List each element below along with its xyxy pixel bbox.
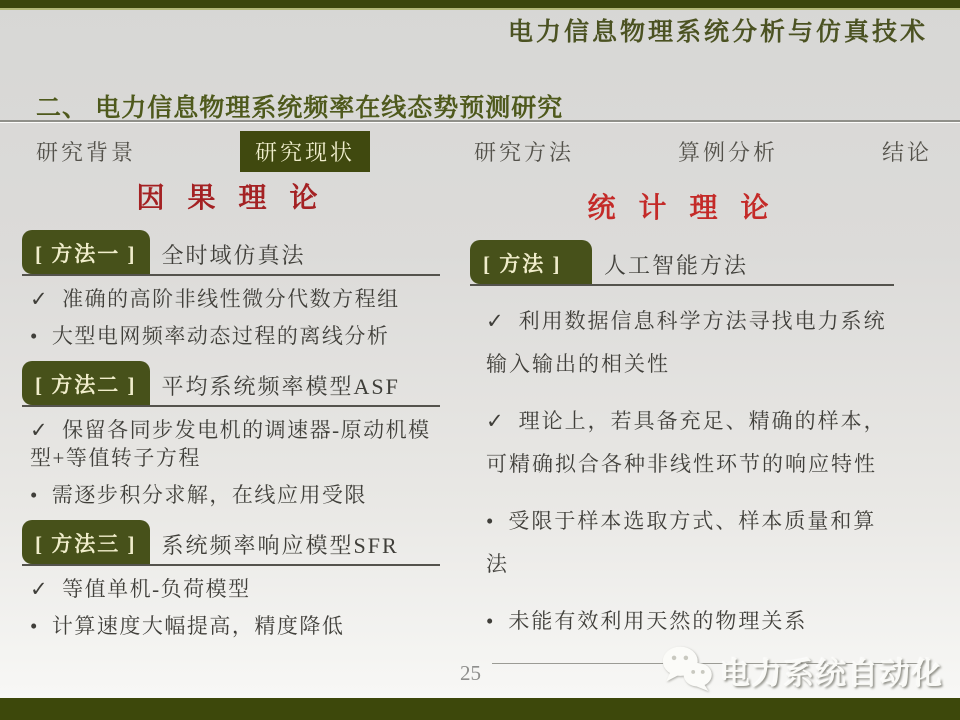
bullet-icon: • [30, 614, 39, 639]
bullet-item: • 大型电网频率动态过程的离线分析 [30, 324, 390, 349]
bullet-icon: • [30, 324, 39, 349]
right-column [470, 186, 894, 657]
left-column-title: 因 果 理 论 [136, 183, 326, 214]
bullet-icon: • [486, 609, 496, 634]
tab-2[interactable]: 研究现状 [240, 131, 370, 172]
check-icon: ✓ [486, 309, 506, 333]
bullet-icon: • [30, 483, 39, 508]
method-name: 平均系统频率模型ASF [161, 373, 400, 399]
check-item: ✓ 等值单机-负荷模型 [30, 576, 251, 601]
method-row [22, 520, 440, 566]
top-bar [0, 0, 960, 8]
bullet-item: • 未能有效利用天然的物理关系 [486, 609, 808, 634]
check-icon: ✓ [30, 576, 50, 601]
check-icon: ✓ [30, 417, 50, 442]
logo [660, 644, 944, 697]
method-row [470, 240, 894, 286]
bottom-bar [0, 698, 960, 720]
wechat-logo-icon [660, 644, 714, 697]
method-name: 系统频率响应模型SFR [161, 532, 399, 558]
tabs-bar [36, 131, 932, 171]
method-row [22, 230, 440, 276]
method-badge: [ 方法三 ] [22, 520, 150, 564]
bullet-icon: • [486, 509, 496, 534]
method-badge: [ 方法一 ] [22, 230, 150, 274]
method-row [22, 361, 440, 407]
check-item: ✓ 理论上，若具备充足、精确的样本，可精确拟合各种非线性环节的响应特性 [486, 409, 887, 477]
method-badge: [ 方法 ] [470, 240, 592, 284]
method-name: 人工智能方法 [604, 253, 749, 278]
left-column [22, 176, 440, 649]
tab-4[interactable]: 算例分析 [677, 139, 778, 165]
left-column-blocks [22, 230, 440, 640]
logo-text: 电力系统自动化 [720, 657, 944, 691]
slide-title: 二、 电力信息物理系统频率在线态势预测研究 [36, 95, 564, 122]
tab-5[interactable]: 结论 [881, 139, 932, 165]
bullet-item: • 需逐步积分求解，在线应用受限 [30, 483, 367, 508]
check-item: ✓ 保留各同步发电机的调速器-原动机模型+等值转子方程 [30, 417, 431, 471]
top-bar-accent [0, 8, 960, 10]
check-icon: ✓ [30, 287, 50, 311]
method-badge: [ 方法二 ] [22, 361, 150, 405]
bullet-item: • 受限于样本选取方式、样本质量和算法 [486, 509, 877, 577]
check-item: ✓ 利用数据信息科学方法寻找电力系统输入输出的相关性 [486, 309, 887, 377]
page-number: 25 [460, 661, 481, 685]
method-name: 全时域仿真法 [161, 243, 306, 268]
check-icon: ✓ [486, 409, 506, 434]
title-divider [0, 120, 960, 123]
right-column-blocks [470, 240, 894, 643]
tab-3[interactable]: 研究方法 [473, 139, 574, 165]
bullet-item: • 计算速度大幅提高，精度降低 [30, 614, 345, 639]
right-column-title: 统 计 理 论 [587, 193, 777, 224]
check-item: ✓ 准确的高阶非线性微分代数方程组 [30, 287, 400, 311]
presentation-title: 电力信息物理系统分析与仿真技术 [507, 19, 928, 46]
tab-1[interactable]: 研究背景 [36, 139, 137, 165]
